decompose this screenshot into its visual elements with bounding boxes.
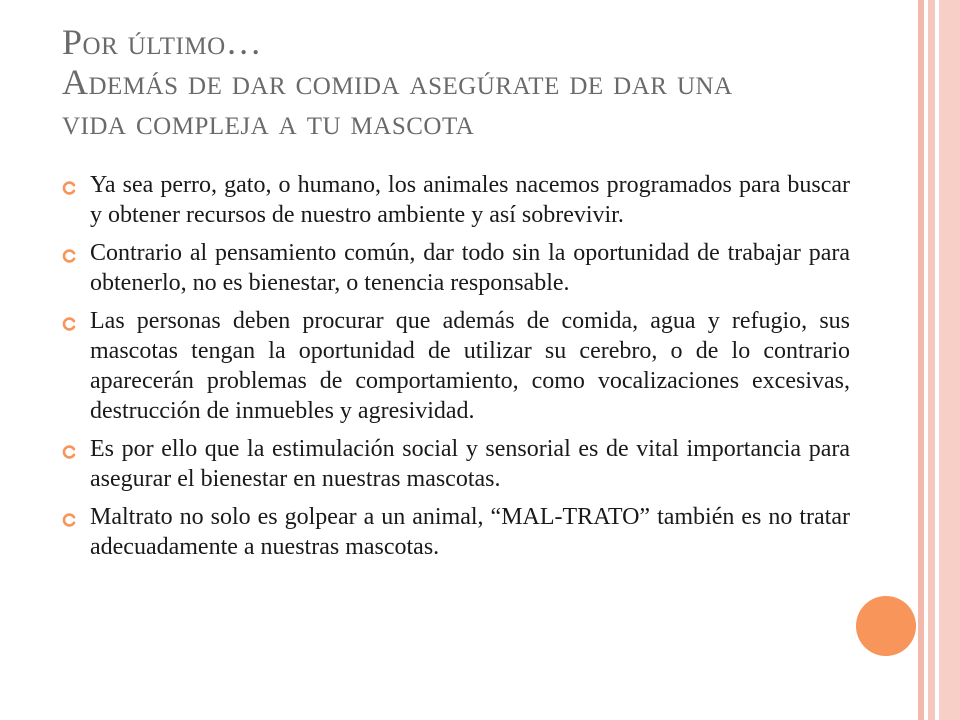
bullet-item: [62, 306, 850, 426]
ring-arc-bullet-icon: [62, 317, 76, 331]
title-line-3: vida compleja a tu mascota: [62, 102, 475, 142]
bullet-text: Es por ello que la estimulación social y sensorial es de vital importancia para asegurar el bienestar en nuestras mascotas.: [90, 436, 850, 492]
bullet-item: [62, 502, 850, 562]
ring-arc-bullet-icon: [62, 445, 76, 459]
ring-arc-bullet-icon: [62, 513, 76, 527]
decorative-bar: [928, 0, 935, 720]
bullet-list: [62, 170, 850, 570]
bullet-text: Las personas deben procurar que además de comida, agua y refugio, sus mascotas tengan la oportunidad de utilizar su cerebro, o de lo contrario aparecerán problemas de comportamiento, como vocalizaciones excesivas, destrucción de inmuebles y agresividad.: [90, 308, 850, 424]
title-line-1: Por último…: [62, 22, 263, 62]
slide-title: [62, 22, 882, 142]
bullet-text: Ya sea perro, gato, o humano, los animales nacemos programados para buscar y obtener recursos de nuestro ambiente y así sobrevivir.: [90, 172, 850, 228]
decorative-bar: [939, 0, 960, 720]
title-line-2: Además de dar comida asegúrate de dar una: [62, 62, 733, 102]
ring-arc-bullet-icon: [62, 249, 76, 263]
bullet-item: [62, 434, 850, 494]
bullet-item: [62, 238, 850, 298]
bullet-text: Maltrato no solo es golpear a un animal, “MAL-TRATO” también es no tratar adecuadamente a nuestras mascotas.: [90, 504, 850, 560]
ring-arc-bullet-icon: [62, 181, 76, 195]
bullet-text: Contrario al pensamiento común, dar todo sin la oportunidad de trabajar para obtenerlo, no es bienestar, o tenencia responsable.: [90, 240, 850, 296]
accent-circle: [856, 596, 916, 656]
bullet-item: [62, 170, 850, 230]
